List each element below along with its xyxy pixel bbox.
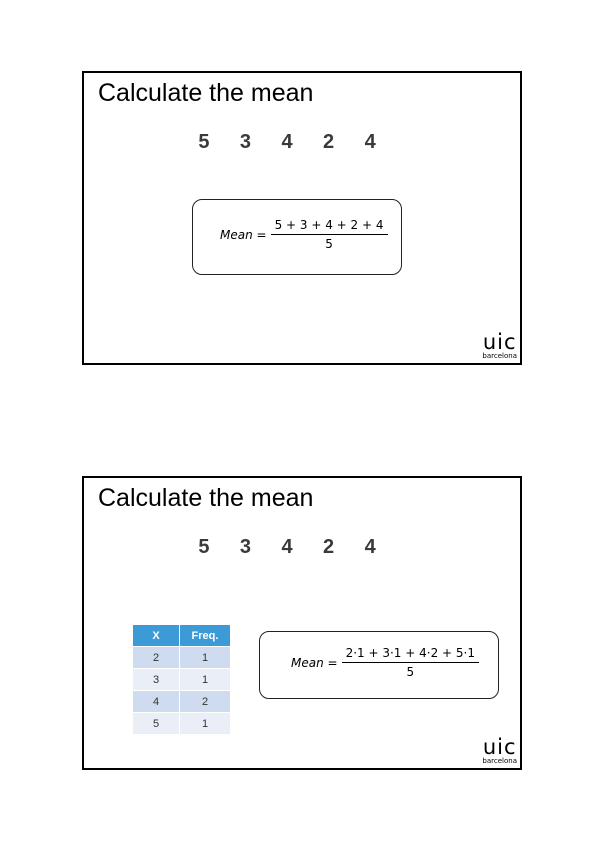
number-item: 5 bbox=[198, 536, 210, 558]
table-cell: 1 bbox=[180, 713, 231, 735]
slide-title: Calculate the mean bbox=[98, 484, 314, 512]
table-cell: 3 bbox=[133, 669, 180, 691]
number-item: 2 bbox=[323, 536, 335, 558]
logo-mark: uic bbox=[482, 330, 517, 354]
column-header-freq: Freq. bbox=[180, 625, 231, 647]
logo-mark: uic bbox=[482, 735, 517, 759]
table-header-row bbox=[133, 625, 231, 647]
fraction-numerator: 2·1 + 3·1 + 4·2 + 5·1 bbox=[342, 646, 479, 663]
fraction bbox=[342, 646, 479, 679]
frequency-table bbox=[132, 624, 231, 735]
number-list bbox=[84, 131, 520, 154]
uic-logo bbox=[482, 737, 517, 765]
table-cell: 1 bbox=[180, 647, 231, 669]
table-row bbox=[133, 647, 231, 669]
logo-subtitle: barcelona bbox=[482, 757, 517, 765]
table-row bbox=[133, 669, 231, 691]
formula-lhs: Mean = bbox=[291, 655, 338, 670]
fraction-denominator: 5 bbox=[325, 237, 333, 251]
number-item: 3 bbox=[239, 131, 251, 153]
mean-formula bbox=[291, 646, 479, 679]
table-cell: 2 bbox=[133, 647, 180, 669]
uic-logo bbox=[482, 332, 517, 360]
slide-2 bbox=[82, 476, 522, 770]
table-cell: 5 bbox=[133, 713, 180, 735]
slide-1 bbox=[82, 71, 522, 365]
table-cell: 4 bbox=[133, 691, 180, 713]
number-item: 5 bbox=[198, 131, 210, 153]
number-item: 4 bbox=[364, 536, 376, 558]
number-item: 4 bbox=[364, 131, 376, 153]
table-cell: 2 bbox=[180, 691, 231, 713]
fraction-denominator: 5 bbox=[406, 665, 415, 679]
table-row bbox=[133, 691, 231, 713]
number-item: 4 bbox=[281, 536, 293, 558]
number-item: 2 bbox=[323, 131, 335, 153]
formula-lhs: Mean = bbox=[220, 227, 267, 242]
mean-formula bbox=[220, 218, 388, 251]
number-item: 4 bbox=[281, 131, 293, 153]
table-cell: 1 bbox=[180, 669, 231, 691]
column-header-x: X bbox=[133, 625, 180, 647]
logo-subtitle: barcelona bbox=[482, 352, 517, 360]
fraction-numerator: 5 + 3 + 4 + 2 + 4 bbox=[271, 218, 388, 235]
table-row bbox=[133, 713, 231, 735]
fraction bbox=[271, 218, 388, 251]
number-list bbox=[84, 536, 520, 559]
number-item: 3 bbox=[239, 536, 251, 558]
slide-title: Calculate the mean bbox=[98, 79, 314, 107]
